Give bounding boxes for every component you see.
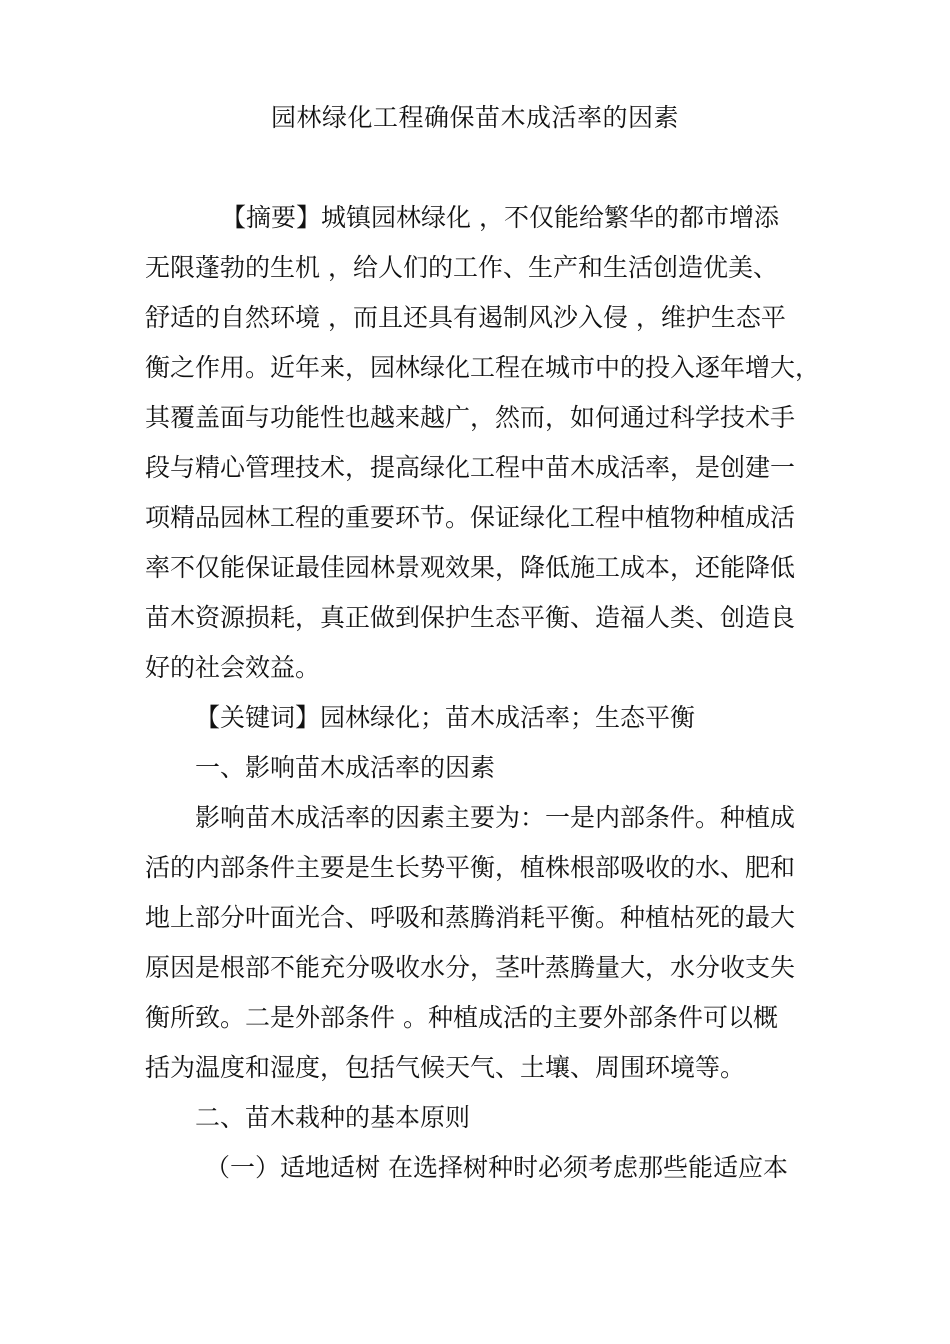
section1-line: 括为温度和湿度，包括气候天气、土壤、周围环境等。 [145, 1053, 746, 1082]
abstract-line: 率不仅能保证最佳园林景观效果，降低施工成本，还能降低 [145, 553, 796, 582]
section-heading-1: 一、影响苗木成活率的因素 [195, 753, 496, 782]
section-heading-2: 二、苗木栽种的基本原则 [195, 1103, 471, 1132]
abstract-line: 衡之作用。近年来，园林绿化工程在城市中的投入逐年增大， [145, 353, 821, 382]
document-title: 园林绿化工程确保苗木成活率的因素 [270, 103, 679, 132]
abstract-line: 苗木资源损耗，真正做到保护生态平衡、造福人类、创造良 [145, 603, 796, 632]
section1-line: 活的内部条件主要是生长势平衡，植株根部吸收的水、肥和 [145, 853, 796, 882]
abstract-line: 【摘要】城镇园林绿化 ，不仅能给繁华的都市增添 [221, 203, 779, 232]
abstract-line: 无限蓬勃的生机 ，给人们的工作、生产和生活创造优美、 [145, 253, 778, 282]
section1-line: 衡所致。二是外部条件 。种植成活的主要外部条件可以概 [145, 1003, 778, 1032]
document-body [145, 193, 821, 1193]
abstract-line: 项精品园林工程的重要环节。保证绿化工程中植物种植成活 [145, 503, 796, 532]
subsection-line: （一）适地适树 在选择树种时必须考虑那些能适应本 [205, 1153, 788, 1182]
section1-line: 地上部分叶面光合、呼吸和蒸腾消耗平衡。种植枯死的最大 [145, 903, 796, 932]
abstract-line: 段与精心管理技术，提高绿化工程中苗木成活率，是创建一 [145, 453, 796, 482]
abstract-line: 舒适的自然环境 ，而且还具有遏制风沙入侵 ，维护生态平 [145, 303, 786, 332]
keywords-line: 【关键词】园林绿化；苗木成活率；生态平衡 [195, 703, 696, 732]
section1-line: 原因是根部不能充分吸收水分，茎叶蒸腾量大，水分收支失 [145, 953, 796, 982]
abstract-line: 其覆盖面与功能性也越来越广，然而，如何通过科学技术手 [145, 403, 796, 432]
abstract-line: 好的社会效益。 [145, 653, 321, 682]
section1-line: 影响苗木成活率的因素主要为：一是内部条件。种植成 [195, 803, 796, 832]
